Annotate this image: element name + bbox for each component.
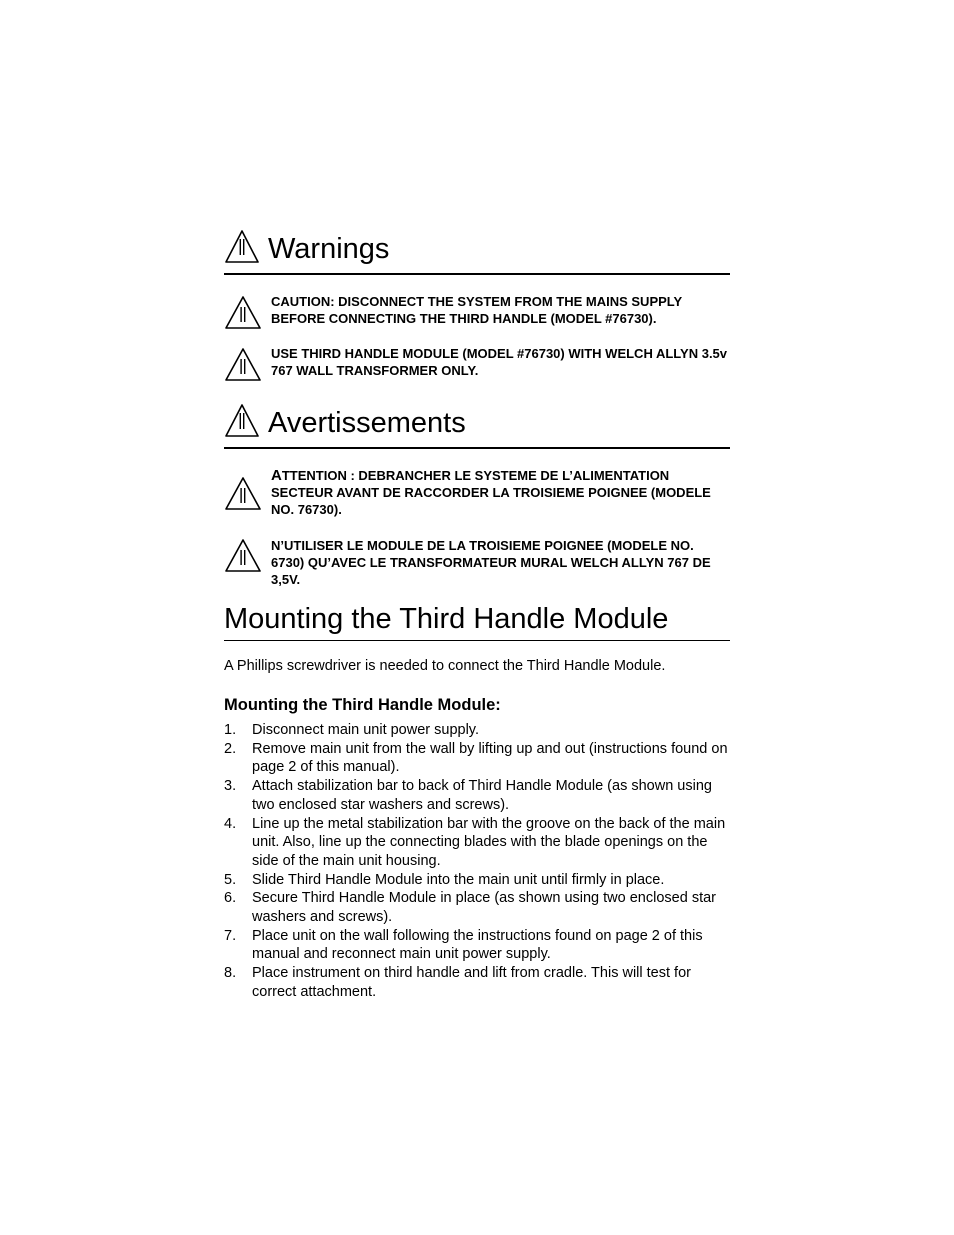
avertissements-heading [224,402,730,440]
step-number: 4. [224,815,237,832]
step-text: Line up the metal stabilization bar with the groove on the back of the main unit. Also, line up the connecting blades with the blade openings on the side of the main unit housing. [252,815,726,869]
mounting-subtitle: Mounting the Third Handle Module: [224,696,501,714]
warnings-heading [224,228,730,266]
avertissement-item [224,467,730,518]
list-item [224,871,730,890]
step-number: 5. [224,871,237,888]
warnings-title: Warnings [268,233,390,265]
mounting-title: Mounting the Third Handle Module [224,603,669,635]
list-item [224,777,730,814]
warning-item [224,345,730,382]
step-number: 3. [224,778,237,795]
warning-triangle-icon [224,537,262,573]
avertissement-text-rest: TTENTION : DEBRANCHER LE SYSTEME DE L’ALIMENTATION SECTEUR AVANT DE RACCORDER LA TROISIEME POIGNEE (MODELE NO. 76730). [271,468,711,517]
warning-item [224,293,730,330]
avertissement-item [224,537,730,588]
list-item [224,815,730,871]
warnings-rule [224,273,730,275]
warning-triangle-icon [224,475,262,511]
steps-list [224,721,730,1002]
warning-triangle-icon [224,402,260,438]
step-number: 8. [224,965,237,982]
warning-triangle-icon [224,294,262,330]
step-number: 1. [224,722,237,738]
step-number: 6. [224,890,237,907]
step-number: 2. [224,740,237,757]
mounting-intro: A Phillips screwdriver is needed to connect the Third Handle Module. [224,658,666,674]
warning-triangle-icon [224,228,260,264]
list-item [224,964,730,1001]
mounting-rule [224,640,730,641]
avertissements-title: Avertissements [268,407,466,439]
step-text: Attach stabilization bar to back of Third Handle Module (as shown using two enclosed star washers and screws). [252,778,712,813]
list-item [224,721,730,740]
step-text: Remove main unit from the wall by lifting up and out (instructions found on page 2 of this manual). [252,740,728,776]
list-item [224,740,730,777]
drop-cap: A [271,467,282,484]
warning-triangle-icon [224,346,262,382]
avertissement-text [271,467,730,518]
step-number: 7. [224,927,237,944]
warning-text: CAUTION: DISCONNECT THE SYSTEM FROM THE MAINS SUPPLY BEFORE CONNECTING THE THIRD HANDLE (MODEL #76730). [271,294,682,326]
step-text: Place unit on the wall following the instructions found on page 2 of this manual and reconnect main unit power supply. [252,927,703,963]
step-text: Slide Third Handle Module into the main unit until firmly in place. [252,871,665,888]
list-item [224,889,730,926]
list-item [224,927,730,964]
warning-text: USE THIRD HANDLE MODULE (MODEL #76730) WITH WELCH ALLYN 3.5v 767 WALL TRANSFORMER ONLY. [271,346,728,378]
step-text: Secure Third Handle Module in place (as shown using two enclosed star washers and screws). [252,890,716,926]
step-text: Disconnect main unit power supply. [252,722,480,738]
step-text: Place instrument on third handle and lift from cradle. This will test for correct attachment. [252,965,691,1000]
avertissement-text: N’UTILISER LE MODULE DE LA TROISIEME POIGNEE (MODELE NO. 6730) QU’AVEC LE TRANSFORMATEUR MURAL WELCH ALLYN 767 DE 3,5V. [271,538,711,587]
avertissements-rule [224,447,730,449]
